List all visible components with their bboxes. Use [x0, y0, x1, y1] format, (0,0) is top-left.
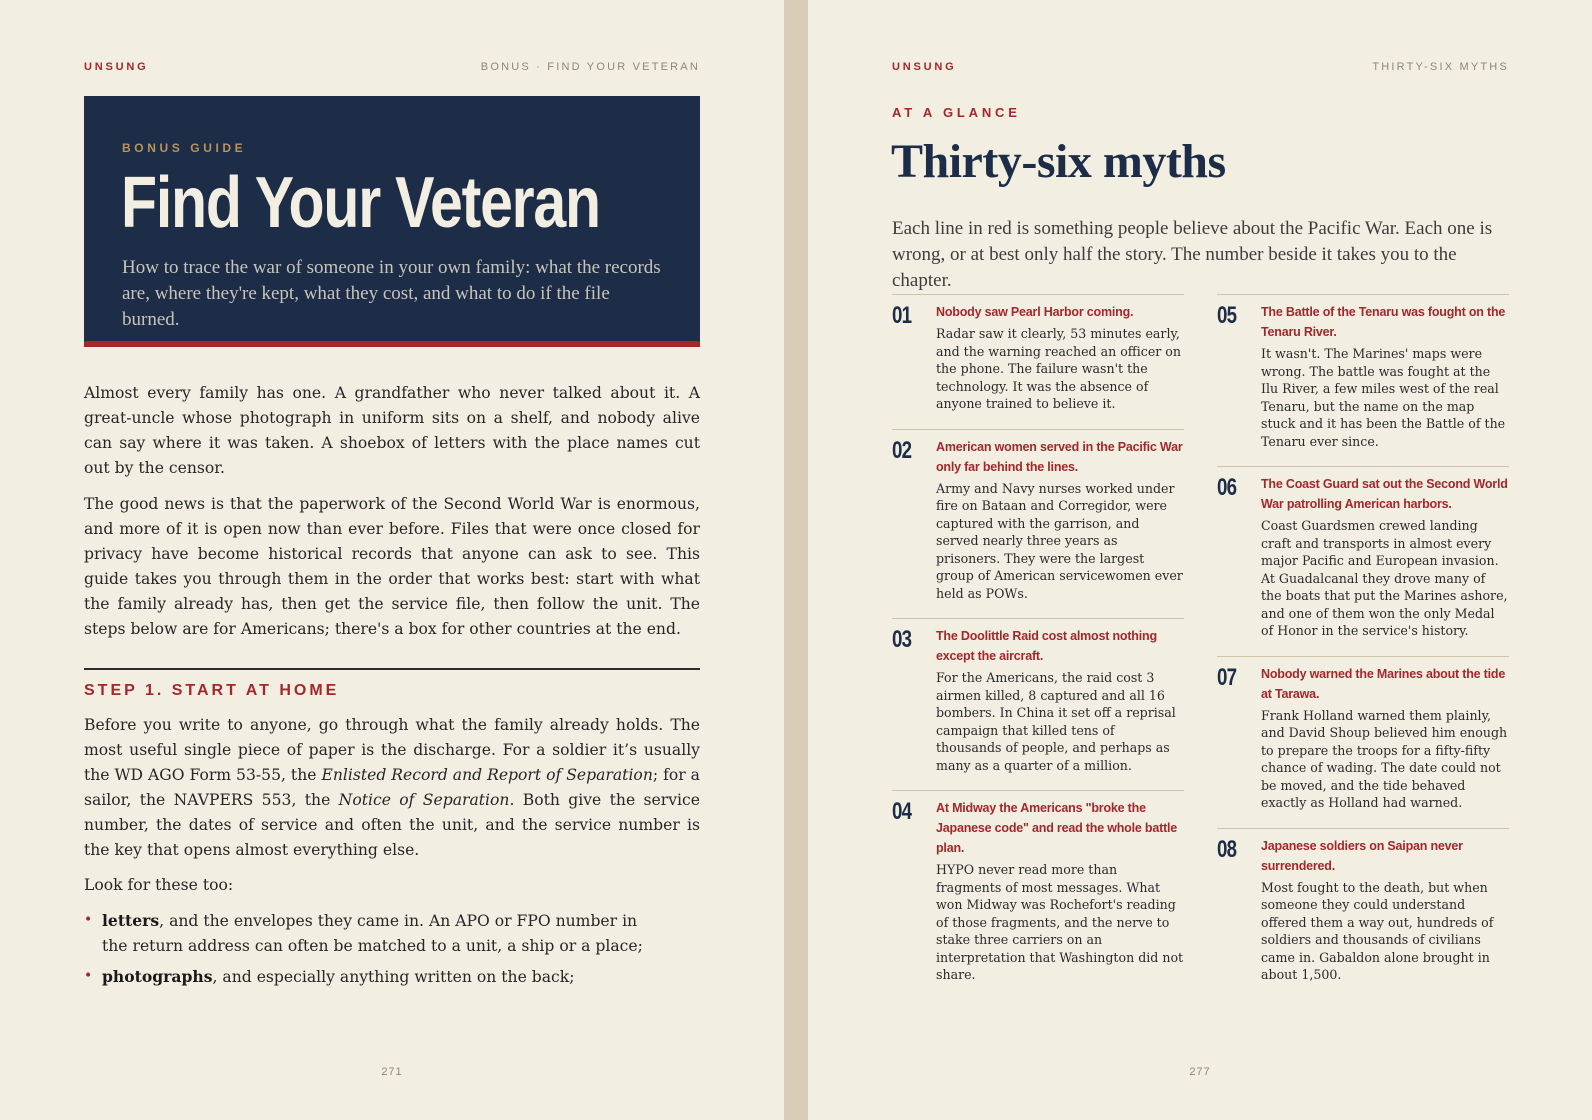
step-1-lead: Look for these too:	[84, 876, 234, 894]
hero-title: Find Your Veteran	[121, 163, 600, 243]
myths-intro: Each line in red is something people believe about the Pacific War. Each one is wrong, or at best only half the story. The number beside it takes you to the chapter.	[892, 218, 1493, 291]
myth-number: 01	[892, 302, 912, 329]
notice-title-italic: Notice of Separation	[338, 791, 510, 809]
list-item: • photographs, and especially anything written on the back;	[84, 964, 700, 990]
myth-claim: Nobody warned the Marines about the tide at Tarawa.	[1261, 666, 1506, 701]
right-page	[808, 0, 1592, 1120]
myth-number: 03	[892, 626, 912, 653]
running-head-brand: UNSUNG	[84, 61, 149, 73]
myth-claim: The Battle of the Tenaru was fought on the Tenaru River.	[1261, 305, 1506, 339]
myth-truth: Coast Guardsmen crewed landing craft and transports in almost every major Pacific and European invasion. At Guadalcanal they drove many of the boats that put the Marines ashore, and one of them won the only Medal of Honor in the service's history.	[1261, 518, 1508, 638]
page-number-right: 277	[1189, 1066, 1211, 1078]
section-divider	[84, 668, 700, 670]
myth-claim: The Coast Guard sat out the Second World War patrolling American harbors.	[1261, 477, 1508, 511]
bullet-icon: •	[84, 912, 93, 928]
myth-entry	[892, 790, 1184, 1000]
running-head-section: BONUS · FIND YOUR VETERAN	[480, 61, 700, 73]
myth-truth: HYPO never read more than fragments of most messages. What won Midway was Rochefort's reading of those fragments, and the nerve to stake three carriers on an interpretation that Washington did not share.	[936, 862, 1184, 982]
at-a-glance-kicker: AT A GLANCE	[892, 105, 1021, 120]
page-title: Thirty-six myths	[891, 135, 1226, 188]
myth-claim: The Doolittle Raid cost almost nothing except the aircraft.	[936, 629, 1157, 663]
page-number-left: 271	[381, 1066, 403, 1078]
myth-entry	[892, 429, 1184, 619]
running-head-brand: UNSUNG	[892, 61, 957, 73]
myth-number: 06	[1217, 474, 1237, 501]
myth-claim: Nobody saw Pearl Harbor coming.	[936, 305, 1134, 319]
hero-subtitle: How to trace the war of someone in your own family: what the records are, where they're kept, what they cost, and what to do if the file burned.	[122, 257, 661, 330]
myth-truth: Most fought to the death, but when someone they could understand offered them a way out, hundreds of soldiers and thousands of civilians came in. Gabaldon alone brought in about 1,500.	[1261, 879, 1494, 982]
running-head-section: THIRTY-SIX MYTHS	[1372, 61, 1509, 73]
myth-entry	[1217, 656, 1509, 828]
myth-entry	[892, 294, 1184, 429]
intro-paragraph-1: Almost every family has one. A grandfather who never talked about it. A great-uncle whose photograph in uniform sits on a shelf, and nobody alive can say where it was taken. A shoebox of letters with the place names cut out by the censor.	[84, 384, 700, 477]
bullet-icon: •	[84, 968, 93, 984]
form-title-italic: Enlisted Record and Report of Separation	[321, 766, 653, 784]
left-page	[0, 0, 784, 1120]
myth-entry	[1217, 828, 1509, 1000]
myth-truth: It wasn't. The Marines' maps were wrong. The battle was fought at the Ilu River, a few miles west of the real Tenaru, but the name on the map stuck and it has been the Battle of the Tenaru ever since.	[1261, 346, 1506, 449]
myth-entry	[1217, 466, 1509, 656]
myth-truth: Radar saw it clearly, 53 minutes early, and the warning reached an officer on the phone. The failure wasn't the technology. It was the absence of anyone trained to believe it.	[936, 326, 1182, 411]
step-1-heading: STEP 1. START AT HOME	[84, 682, 340, 699]
running-head-left	[84, 61, 700, 75]
myth-claim: American women served in the Pacific War only far behind the lines.	[936, 439, 1183, 474]
book-gutter	[784, 0, 808, 1120]
myth-number: 02	[892, 436, 912, 464]
myth-claim: Japanese soldiers on Saipan never surrendered.	[1261, 838, 1463, 873]
myth-claim: At Midway the Americans "broke the Japanese code" and read the whole battle plan.	[936, 801, 1178, 855]
myth-truth: Army and Navy nurses worked under fire on Bataan and Corregidor, were captured with the garrison, and served nearly three years as prisoners. They were the largest group of American servicewomen ever held as POWs.	[936, 480, 1183, 601]
hero-kicker: BONUS GUIDE	[122, 141, 247, 155]
myth-entry	[1217, 294, 1509, 466]
myth-truth: Frank Holland warned them plainly, and David Shoup believed him enough to prepare the troops for a fifty-fifty chance of wading. The date could not be moved, and the tide behaved exactly as Holland had warned.	[1261, 707, 1508, 810]
myth-entry	[892, 618, 1184, 790]
myth-truth: For the Americans, the raid cost 3 airmen killed, 8 captured and all 16 bombers. In China it set off a reprisal campaign that killed tens of thousands of people, and perhaps as many as a quarter of a million.	[936, 670, 1176, 773]
step-1-list	[84, 908, 700, 995]
running-head-right	[892, 61, 1509, 75]
myth-number: 05	[1217, 302, 1237, 329]
myth-number: 04	[892, 798, 912, 825]
hero-banner	[84, 96, 700, 347]
step-1-paragraph: Before you write to anyone, go through what the family already holds. The most useful single piece of paper is the discharge. For a soldier it’s usually the WD AGO Form 53-55, the Enlisted Record and Report of Separation; for a sailor, the NAVPERS 553, the Notice of Separation. Both give the service number, the dates of service and often the unit, and the service number is the key that opens almost everything else.	[84, 716, 700, 859]
intro-paragraph-2: The good news is that the paperwork of the Second World War is enormous, and more of it is open now than ever before. Files that were once closed for privacy have become historical records that anyone can ask to see. This guide takes you through them in the order that works best: start with what the family already has, then get the service file, then follow the unit. The steps below are for Americans; there's a box for other countries at the end.	[84, 495, 700, 638]
myths-column-right	[1217, 294, 1509, 1000]
myths-column-left	[892, 294, 1184, 1000]
myth-number: 07	[1217, 663, 1237, 691]
list-item: • letters, and the envelopes they came in. An APO or FPO number in the return address can often be matched to a unit, a ship or a place;	[84, 908, 700, 959]
myth-number: 08	[1217, 835, 1237, 863]
